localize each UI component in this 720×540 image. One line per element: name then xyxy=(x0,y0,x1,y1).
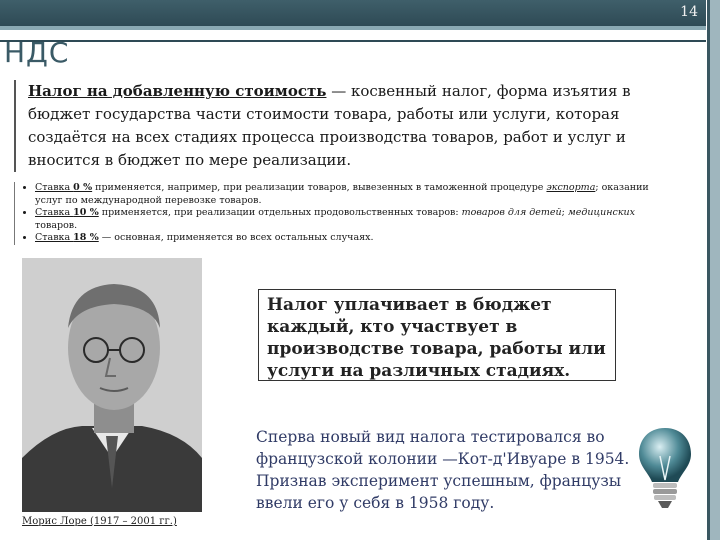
lightbulb-icon xyxy=(636,426,694,512)
rate-italic: товаров для детей xyxy=(461,207,562,218)
rate-label: Ставка xyxy=(35,182,74,193)
rate-item-0 xyxy=(35,182,651,207)
rate-text: товаров. xyxy=(35,219,78,231)
definition-term: Налог на добавленную стоимость xyxy=(28,82,327,100)
rate-text: — основная, применяется во всех остальных случаях. xyxy=(98,232,374,243)
photo-caption: Морис Лоре (1917 – 2001 гг.) xyxy=(22,516,177,527)
definition-block xyxy=(14,80,688,172)
rate-label: Ставка xyxy=(35,207,74,218)
top-bar-accent xyxy=(0,26,706,30)
rates-list xyxy=(14,182,651,245)
rate-italic: медицинских xyxy=(567,207,636,218)
definition-text: — косвенный налог, форма изъятия в бюджет государства части стоимости товара, работы или услуги, которая создаётся на всех стадиях процесса производства товаров, работ и услуг и вносится в бюджет по мере реализации. xyxy=(28,82,631,169)
rate-text: ; xyxy=(561,207,568,218)
rate-label: Ставка xyxy=(35,232,74,243)
rate-text: применяется, при реализации отдельных продовольственных товаров: xyxy=(98,207,462,218)
right-bar xyxy=(710,0,720,540)
rate-item-1 xyxy=(35,207,651,232)
rate-value: 18 % xyxy=(73,232,99,243)
rate-text: ; оказании услуг по международной перевозке товаров. xyxy=(35,182,649,206)
rate-item-2 xyxy=(35,232,651,245)
rate-text: применяется, например, при реализации товаров, вывезенных в таможенной процедуре xyxy=(92,182,547,193)
rate-value: 0 % xyxy=(73,182,93,193)
rate-italic: экспорта xyxy=(546,182,596,193)
history-text: Сперва новый вид налога тестировался во французской колонии —Кот-д'Ивуаре в 1954. Признав эксперимент успешным, французы ввели его у себя в 1958 году. xyxy=(256,428,630,512)
portrait-photo xyxy=(22,258,202,512)
page-number: 14 xyxy=(680,4,698,20)
page-title: НДС xyxy=(4,36,70,69)
rate-value: 10 % xyxy=(73,207,99,218)
right-bar-edge xyxy=(707,0,710,540)
title-divider xyxy=(0,40,706,42)
callout-box: Налог уплачивает в бюджет каждый, кто участвует в производстве товара, работы или услуги на различных стадиях. xyxy=(258,289,616,381)
portrait-illustration xyxy=(22,258,202,512)
top-bar xyxy=(0,0,706,26)
